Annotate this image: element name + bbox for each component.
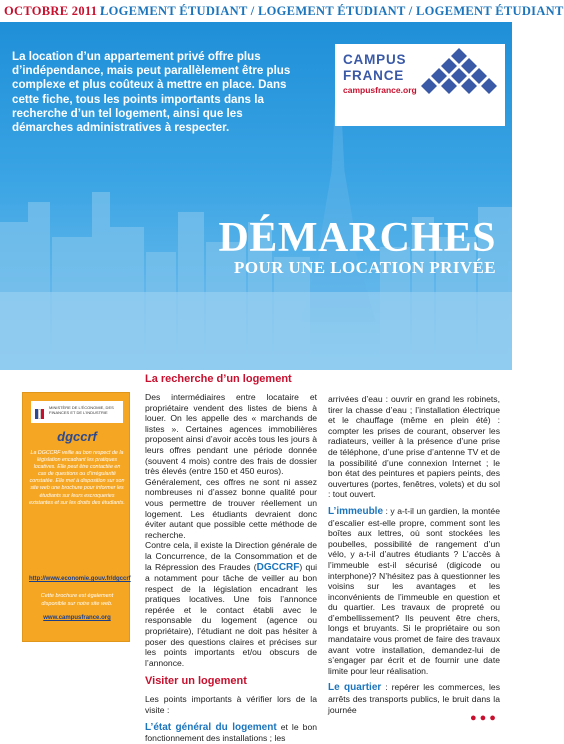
paragraph: Les points importants à vérifier lors de la visite : — [145, 694, 317, 716]
logo-diamond-icon — [415, 46, 503, 106]
campus-france-logo — [335, 44, 505, 126]
paragraph: Généralement, ces offres ne sont ni assez nombreuses ni d’assez bonne qualité pour vous permettre de trouver réellement un logement. Les étudiants devraient donc éviter autant que possible cette méthode de recherche. — [145, 476, 317, 540]
continuation-dots: ●●● — [470, 712, 499, 724]
text-run: ) qui a notamment pour tâche de veiller au bon respect de la législation encadrant les pratiques locatives. Une fois l’annonce repérée et le contact établi avec le responsable du logement (agence ou propriétaire), l’étudiant ne doit pas hésiter à poser des questions claires et précises sur les points importants et/ou obscurs de l’annonce. — [145, 561, 318, 668]
highlight-term: L’immeuble — [328, 505, 384, 517]
section-heading-visit: Visiter un logement — [145, 675, 247, 688]
ministry-logo — [31, 401, 123, 423]
logo-line1: CAMPUS — [343, 52, 407, 67]
page-subtitle: POUR UNE LOCATION PRIVÉE — [234, 258, 496, 277]
french-flag-icon — [35, 406, 45, 416]
highlight-term: L’état général du logement — [145, 721, 277, 733]
dgccrf-acronym: DGCCRF — [256, 561, 300, 573]
article-column-1 — [145, 372, 317, 744]
series-title: LOGEMENT ÉTUDIANT / LOGEMENT ÉTUDIANT / LOGEMENT ÉTUDIANT — [100, 4, 564, 18]
text-run: et le bon fonctionnement des installations ; les — [145, 721, 317, 744]
dgccrf-sidebar — [22, 392, 130, 642]
text-run: Contre cela, il existe la Direction générale de la Concurrence, de la Consommation et de la Répression des Fraudes ( — [145, 540, 317, 572]
paragraph — [145, 540, 317, 668]
ministry-name: MINISTÈRE DE L'ÉCONOMIE, DES FINANCES ET DE L'INDUSTRIE — [49, 405, 114, 415]
sidebar-note: Cette brochure est également disponible sur notre site web. — [40, 593, 114, 607]
highlight-term: Le quartier — [328, 682, 382, 694]
issue-date: OCTOBRE 2011 / — [4, 4, 105, 18]
text-run: : repérer les commerces, les arrêts des transports publics, le bruit dans la journée — [328, 682, 500, 715]
paragraph: arrivées d’eau : ouvrir en grand les robinets, tirer la chasse d’eau ; l’installation électrique et le chauffage (même en plein été) : compter les prises de courant, observer les radiateurs, veiller à la présence d’une prise de téléphone, d’une prise d’antenne TV et de la possibilité d’une connexion Internet ; le bon état des peintures et papiers peints, des ouvertures (portes, fenêtres, volets) et du sol : tout ouvert. — [328, 394, 500, 500]
campusfrance-link[interactable]: www.campusfrance.org — [43, 615, 111, 621]
paragraph — [145, 722, 317, 744]
page-title: DÉMARCHES — [218, 215, 496, 261]
text-run: : y a-t-il un gardien, la montée d’escalier est-elle propre, comment sont les boîtes aux lettres, où sont stockées les poubelles, possibilité de rangement d’un vélo, y a-t-il d’autres étudiants ? L’accès à l’immeuble est-il sécurisé (digicode ou interphone)? N’hésitez pas à questionner les voisins sur les avantages et les inconvénients de l’immeuble en question et du quartier. Les travaux de propreté ou d’embellissement? Ils peuvent être chers, longs et bruyants. Si le propriétaire ou son mandataire vous promet de faire des travaux avant votre installation, demandez-lui de s’engager par écrit et de fournir une date limite pour leur réalisation. — [328, 505, 500, 676]
logo-line2: FRANCE — [343, 68, 405, 83]
sidebar-text: La DGCCRF veille au bon respect de la législation encadrant les pratiques locatives. Elle peut être contactée en cas de questions ou d’irrégularité constatée. Elle met à disposition sur son site web une brochure pour informer les étudiants sur leurs escroqueries existantes et sur les droits des étudiants. — [29, 450, 125, 506]
article-column-2 — [328, 394, 500, 715]
dgccrf-link[interactable]: http://www.economie.gouv.fr/dgccrf — [29, 576, 131, 582]
paragraph: Des intermédiaires entre locataire et propriétaire vendent des listes de biens à louer. On les appelle des « marchands de listes ». Certaines agences immobilières proposent ainsi d’avoir accès tous les jours à leurs offres pendant une période donnée (souvent 4 mois) contre des frais de dossier très élevés (entre 150 et 450 euros). — [145, 392, 317, 477]
header-band — [0, 0, 564, 22]
intro-paragraph: La location d’un appartement privé offre plus d’indépendance, mais peut parallèlement être plus complexe et plus coûteux à mettre en place. Dans cette fiche, tous les points importants dans la recherche d’un tel logement, ainsi que les démarches administratives à respecter. — [12, 50, 291, 135]
hero-banner — [0, 22, 512, 370]
paragraph — [328, 682, 500, 715]
section-heading-search: La recherche d’un logement — [145, 373, 292, 385]
dgccrf-logo: dgccrf — [57, 429, 97, 444]
logo-url: campusfrance.org — [343, 85, 417, 95]
paragraph — [328, 506, 500, 677]
